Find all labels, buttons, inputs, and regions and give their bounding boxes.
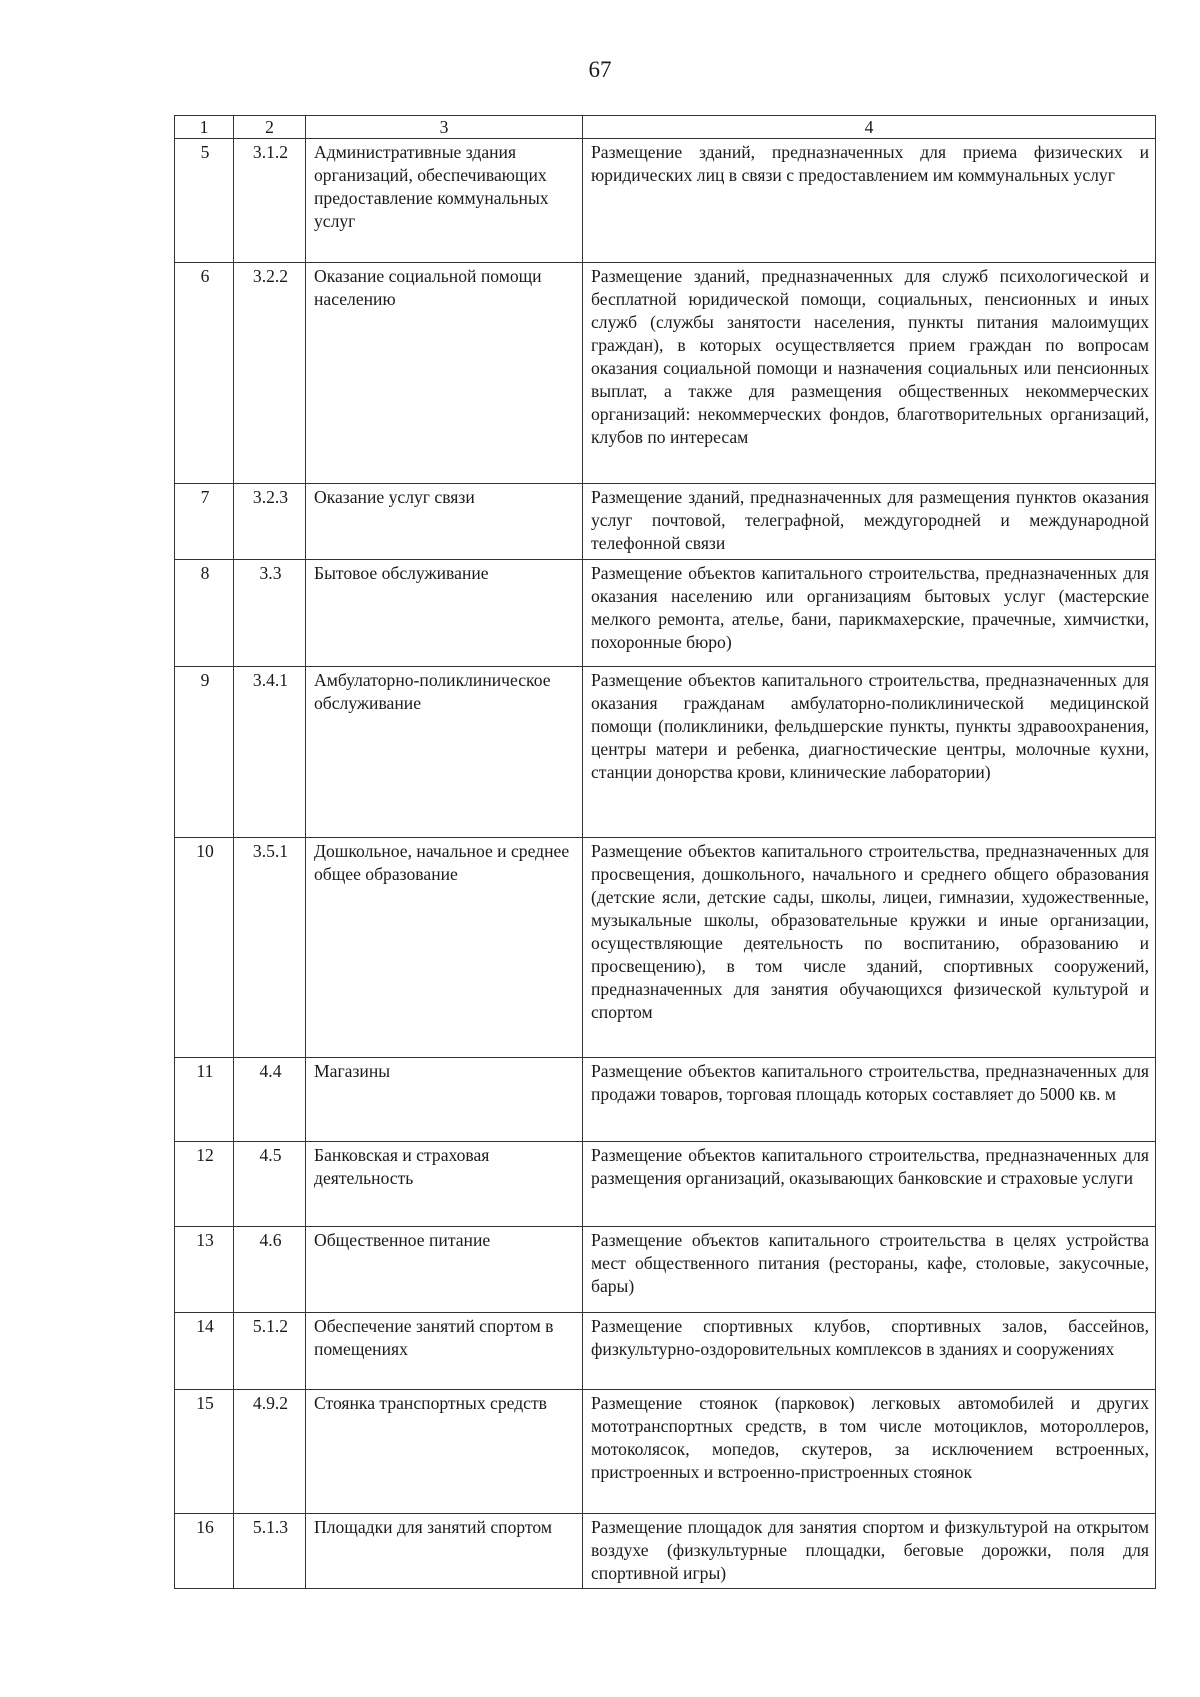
table-row xyxy=(175,1313,1156,1390)
row-number-cell: 12 xyxy=(175,1142,234,1227)
row-description-cell: Размещение объектов капитального строительства, предназначенных для размещения организаций, оказывающих банковские и страховые услуги xyxy=(583,1142,1156,1227)
row-number-cell: 10 xyxy=(175,838,234,1058)
row-code-cell: 4.6 xyxy=(234,1227,306,1313)
table-row xyxy=(175,560,1156,667)
row-name-cell: Банковская и страховая деятельность xyxy=(306,1142,583,1227)
row-code-cell: 5.1.3 xyxy=(234,1514,306,1589)
row-number-cell: 13 xyxy=(175,1227,234,1313)
table-row xyxy=(175,1390,1156,1514)
row-name-cell: Общественное питание xyxy=(306,1227,583,1313)
row-code-cell: 3.3 xyxy=(234,560,306,667)
row-name-cell: Оказание социальной помощи населению xyxy=(306,263,583,484)
table-header-row xyxy=(175,116,1156,139)
row-name-cell: Амбулаторно-поликлиническое обслуживание xyxy=(306,667,583,838)
land-use-table xyxy=(174,115,1156,1589)
row-number-cell: 14 xyxy=(175,1313,234,1390)
table-row xyxy=(175,667,1156,838)
table-row xyxy=(175,1058,1156,1142)
row-description-cell: Размещение объектов капитального строительства, предназначенных для оказания населению или организациям бытовых услуг (мастерские мелкого ремонта, ателье, бани, парикмахерские, прачечные, химчистки, похоронные бюро) xyxy=(583,560,1156,667)
row-number-cell: 16 xyxy=(175,1514,234,1589)
table-row xyxy=(175,139,1156,263)
column-header: 1 xyxy=(175,116,234,139)
row-name-cell: Магазины xyxy=(306,1058,583,1142)
row-code-cell: 3.1.2 xyxy=(234,139,306,263)
row-description-cell: Размещение стоянок (парковок) легковых автомобилей и других мототранспортных средств, в том числе мотоциклов, мотороллеров, мотоколясок, мопедов, скутеров, за исключением встроенных, пристроенных и встроенно-пристроенных стоянок xyxy=(583,1390,1156,1514)
row-description-cell: Размещение зданий, предназначенных для размещения пунктов оказания услуг почтовой, телеграфной, междугородней и международной телефонной связи xyxy=(583,484,1156,560)
row-number-cell: 5 xyxy=(175,139,234,263)
row-name-cell: Площадки для занятий спортом xyxy=(306,1514,583,1589)
row-code-cell: 3.2.3 xyxy=(234,484,306,560)
row-number-cell: 9 xyxy=(175,667,234,838)
row-code-cell: 5.1.2 xyxy=(234,1313,306,1390)
table-row xyxy=(175,1227,1156,1313)
row-name-cell: Стоянка транспортных средств xyxy=(306,1390,583,1514)
table-row xyxy=(175,484,1156,560)
row-description-cell: Размещение объектов капитального строительства, предназначенных для продажи товаров, торговая площадь которых составляет до 5000 кв. м xyxy=(583,1058,1156,1142)
table-row xyxy=(175,838,1156,1058)
row-code-cell: 4.9.2 xyxy=(234,1390,306,1514)
table-row xyxy=(175,1142,1156,1227)
row-name-cell: Бытовое обслуживание xyxy=(306,560,583,667)
row-description-cell: Размещение спортивных клубов, спортивных залов, бассейнов, физкультурно-оздоровительных комплексов в зданиях и сооружениях xyxy=(583,1313,1156,1390)
page-number: 67 xyxy=(588,57,612,82)
row-code-cell: 4.5 xyxy=(234,1142,306,1227)
row-description-cell: Размещение площадок для занятия спортом и физкультурой на открытом воздухе (физкультурные площадки, беговые дорожки, поля для спортивной игры) xyxy=(583,1514,1156,1589)
row-number-cell: 6 xyxy=(175,263,234,484)
column-header: 2 xyxy=(234,116,306,139)
row-code-cell: 3.2.2 xyxy=(234,263,306,484)
row-description-cell: Размещение объектов капитального строительства в целях устройства мест общественного питания (рестораны, кафе, столовые, закусочные, бары) xyxy=(583,1227,1156,1313)
row-description-cell: Размещение объектов капитального строительства, предназначенных для просвещения, дошкольного, начального и среднего общего образования (детские ясли, детские сады, школы, лицеи, гимназии, художественные, музыкальные школы, образовательные кружки и иные организации, осуществляющие деятельность по воспитанию, образованию и просвещению), в том числе зданий, спортивных сооружений, предназначенных для занятия обучающихся физической культурой и спортом xyxy=(583,838,1156,1058)
column-header: 3 xyxy=(306,116,583,139)
table-row xyxy=(175,1514,1156,1589)
row-description-cell: Размещение зданий, предназначенных для приема физических и юридических лиц в связи с предоставлением им коммунальных услуг xyxy=(583,139,1156,263)
row-name-cell: Обеспечение занятий спортом в помещениях xyxy=(306,1313,583,1390)
row-code-cell: 3.4.1 xyxy=(234,667,306,838)
row-code-cell: 3.5.1 xyxy=(234,838,306,1058)
row-name-cell: Дошкольное, начальное и среднее общее образование xyxy=(306,838,583,1058)
row-description-cell: Размещение зданий, предназначенных для служб психологической и бесплатной юридической помощи, социальных, пенсионных и иных служб (службы занятости населения, пункты питания малоимущих граждан), в которых осуществляется прием граждан по вопросам оказания социальной помощи и назначения социальных или пенсионных выплат, а также для размещения общественных некоммерческих организаций: некоммерческих фондов, благотворительных организаций, клубов по интересам xyxy=(583,263,1156,484)
row-code-cell: 4.4 xyxy=(234,1058,306,1142)
table-row xyxy=(175,263,1156,484)
row-name-cell: Административные здания организаций, обеспечивающих предоставление коммунальных услуг xyxy=(306,139,583,263)
row-number-cell: 15 xyxy=(175,1390,234,1514)
row-number-cell: 7 xyxy=(175,484,234,560)
column-header: 4 xyxy=(583,116,1156,139)
row-name-cell: Оказание услуг связи xyxy=(306,484,583,560)
row-number-cell: 8 xyxy=(175,560,234,667)
row-number-cell: 11 xyxy=(175,1058,234,1142)
row-description-cell: Размещение объектов капитального строительства, предназначенных для оказания гражданам амбулаторно-поликлинической медицинской помощи (поликлиники, фельдшерские пункты, пункты здравоохранения, центры матери и ребенка, диагностические центры, молочные кухни, станции донорства крови, клинические лаборатории) xyxy=(583,667,1156,838)
